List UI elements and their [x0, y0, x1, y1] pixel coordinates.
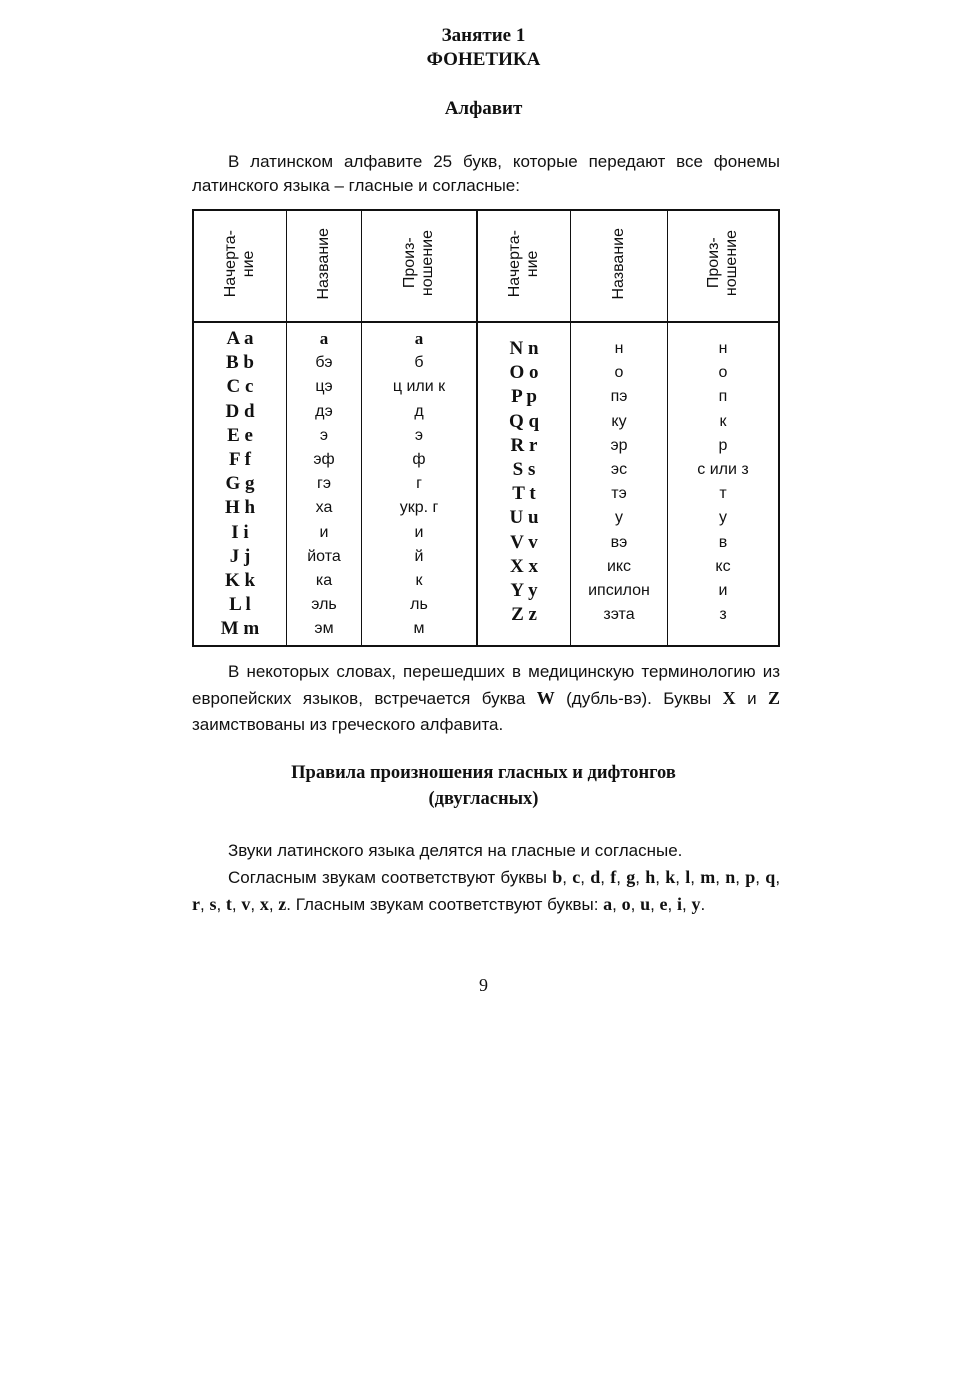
table-cell-pron: г: [416, 475, 422, 493]
sounds-intro: Звуки латинского языка делятся на гласные и согласные.: [228, 841, 683, 860]
table-cell-pron: и: [718, 581, 728, 599]
table-cell-name: ка: [315, 571, 333, 589]
table-header-row: [193, 210, 779, 322]
after-table-text: [192, 659, 780, 738]
table-cell-name: пэ: [610, 388, 628, 406]
table-cell-name: н: [614, 340, 624, 357]
table-cell-pron: й: [414, 547, 424, 565]
table-cell-letter: R r: [510, 434, 538, 456]
table-cell-name: ку: [611, 412, 627, 430]
table-cell-letter: T t: [512, 483, 536, 505]
table-cell-pron: к: [415, 571, 423, 589]
bold-letter: e: [659, 894, 668, 914]
bold-letter: q: [765, 867, 776, 887]
bold-letter: y: [691, 894, 701, 914]
text-run: (дубль-вэ). Буквы: [554, 689, 723, 708]
table-cell-pron: у: [719, 509, 727, 527]
table-cell-name: эм: [314, 620, 334, 638]
table-cell-letter: C c: [226, 376, 254, 398]
text-run: и: [735, 689, 768, 708]
column-names-left: [287, 322, 362, 646]
table-cell-name: эф: [313, 450, 335, 468]
table-cell-letter: G g: [225, 473, 255, 495]
bold-letter: m: [700, 867, 716, 887]
bold-letter: X: [722, 688, 736, 708]
lesson-header: [0, 24, 967, 72]
column-pron-right: [668, 322, 780, 646]
table-cell-name: эль: [311, 596, 337, 614]
table-cell-pron: с или з: [697, 460, 749, 478]
intro-text: В латинском алфавите 25 букв, которые передают все фонемы латинского языка – гласные и согласные:: [192, 152, 780, 195]
column-pron-left: [362, 322, 478, 646]
table-cell-letter: L l: [229, 594, 251, 616]
table-cell-letter: F f: [229, 448, 251, 470]
intro-paragraph: [192, 150, 780, 198]
column-letters-right: [477, 322, 571, 646]
table-cell-name: у: [615, 509, 623, 527]
section-title: Алфавит: [444, 98, 523, 119]
subsection-title: [0, 760, 967, 812]
bold-letter: t: [225, 894, 232, 914]
bold-letter: d: [590, 867, 601, 887]
table-cell-letter: J j: [229, 545, 251, 567]
header-name-right: Название: [571, 210, 668, 322]
bold-letter: b: [552, 867, 563, 887]
table-cell-pron: в: [718, 533, 728, 551]
letters-text: Согласным звукам соответствуют буквы b, c, d, f, g, h, k, l, m, n, p, q, r, s, t, v, x, z. Гласным звукам соответствуют буквы: a, o, u, e, i, y.: [192, 867, 781, 914]
table-cell-letter: Q q: [508, 410, 540, 432]
table-cell-letter: B b: [226, 352, 254, 374]
bold-letter: f: [610, 867, 617, 887]
text-run: В некоторых словах, перешедших в медицинскую терминологию из европейских языков, встречается буква: [192, 662, 780, 708]
header-name-left: Название: [287, 210, 362, 322]
table-cell-letter: M m: [220, 618, 260, 640]
table-cell-name: и: [319, 523, 329, 541]
table-body-row: [193, 322, 779, 646]
sounds-paragraph: [192, 838, 780, 918]
table-cell-letter: D d: [225, 400, 255, 422]
text-run: Гласным звукам соответствуют буквы:: [295, 895, 604, 914]
subsection-title-line2: (двугласных): [428, 789, 539, 809]
bold-letter: v: [241, 894, 251, 914]
table-cell-pron: кс: [715, 557, 731, 575]
table-cell-letter: A a: [226, 328, 254, 349]
table-cell-name: бэ: [315, 354, 333, 372]
table-cell-letter: Z z: [511, 604, 537, 626]
alphabet-table: [192, 209, 780, 647]
header-form-left: Начерта- ние: [193, 210, 287, 322]
table-cell-letter: P p: [511, 386, 537, 408]
table-cell-letter: H h: [224, 497, 256, 519]
bold-letter: c: [572, 867, 581, 887]
table-cell-pron: а: [414, 329, 424, 348]
bold-letter: Z: [767, 688, 780, 708]
table-cell-pron: з: [719, 606, 727, 624]
text-run: заимствованы из греческого алфавита.: [192, 715, 504, 734]
table-cell-name: эс: [610, 460, 628, 478]
table-cell-name: тэ: [611, 485, 627, 503]
table-cell-letter: N n: [509, 338, 539, 359]
bold-letter: n: [725, 867, 736, 887]
bold-letter: r: [192, 894, 200, 914]
table-cell-pron: ф: [412, 450, 426, 468]
lesson-topic: ФОНЕТИКА: [426, 49, 541, 70]
bold-letter: x: [259, 894, 269, 914]
text-run: Согласным звукам соответствуют буквы: [228, 868, 553, 887]
table-cell-pron: н: [718, 340, 728, 357]
table-cell-pron: п: [718, 388, 728, 406]
table-cell-pron: и: [414, 523, 424, 541]
bold-letter: k: [665, 867, 676, 887]
table-cell-letter: X x: [510, 555, 538, 577]
bold-letter: W: [536, 688, 555, 708]
table-cell-letter: E e: [227, 424, 253, 446]
table-cell-pron: т: [719, 485, 727, 503]
page-number: 9: [479, 975, 488, 995]
table-cell-name: икс: [606, 557, 632, 575]
table-cell-letter: V v: [510, 531, 538, 553]
table-cell-letter: S s: [512, 458, 536, 480]
table-cell-letter: Y y: [510, 579, 538, 601]
bold-letter: s: [209, 894, 217, 914]
bold-letter: l: [685, 867, 691, 887]
bold-letter: h: [645, 867, 656, 887]
bold-letter: p: [745, 867, 756, 887]
table-cell-pron: м: [413, 620, 425, 638]
table-cell-name: йота: [307, 547, 341, 565]
subsection-title-line1: Правила произношения гласных и дифтонгов: [291, 763, 676, 783]
bold-letter: i: [677, 894, 683, 914]
table-cell-name: гэ: [317, 475, 331, 493]
table-cell-name: ха: [315, 499, 333, 517]
table-cell-pron: ль: [410, 596, 428, 614]
bold-letter: o: [621, 894, 631, 914]
header-pron-right: Произ- ношение: [668, 210, 780, 322]
table-cell-name: э: [319, 426, 329, 444]
table-cell-pron: б: [414, 354, 424, 372]
bold-letter: a: [603, 894, 613, 914]
table-cell-pron: э: [414, 426, 424, 444]
bold-letter: u: [640, 894, 651, 914]
table-cell-name: эр: [610, 436, 628, 454]
header-form-right: Начерта- ние: [477, 210, 571, 322]
table-cell-letter: K k: [224, 569, 256, 591]
table-cell-pron: о: [718, 364, 728, 382]
table-cell-name: ипсилон: [588, 581, 650, 599]
table-cell-letter: O o: [509, 362, 539, 384]
column-names-right: [571, 322, 668, 646]
table-cell-pron: к: [719, 412, 727, 430]
table-cell-name: цэ: [315, 378, 333, 396]
table-cell-name: дэ: [315, 402, 333, 420]
table-cell-pron: р: [718, 436, 728, 454]
header-pron-left: Произ- ношение: [362, 210, 478, 322]
table-cell-pron: ц или к: [392, 378, 446, 396]
table-cell-pron: укр. г: [399, 499, 439, 517]
table-cell-name: зэта: [603, 606, 635, 624]
column-letters-left: [193, 322, 287, 646]
table-cell-letter: I i: [231, 521, 249, 543]
table-cell-name: вэ: [610, 533, 628, 551]
bold-letter: z: [278, 894, 287, 914]
table-cell-pron: д: [414, 402, 424, 420]
lesson-number: Занятие 1: [441, 25, 526, 46]
after-table-paragraph: [192, 659, 780, 738]
table-cell-name: а: [319, 329, 329, 348]
table-cell-letter: U u: [509, 507, 539, 529]
table-cell-name: о: [614, 364, 624, 382]
bold-letter: g: [626, 867, 636, 887]
